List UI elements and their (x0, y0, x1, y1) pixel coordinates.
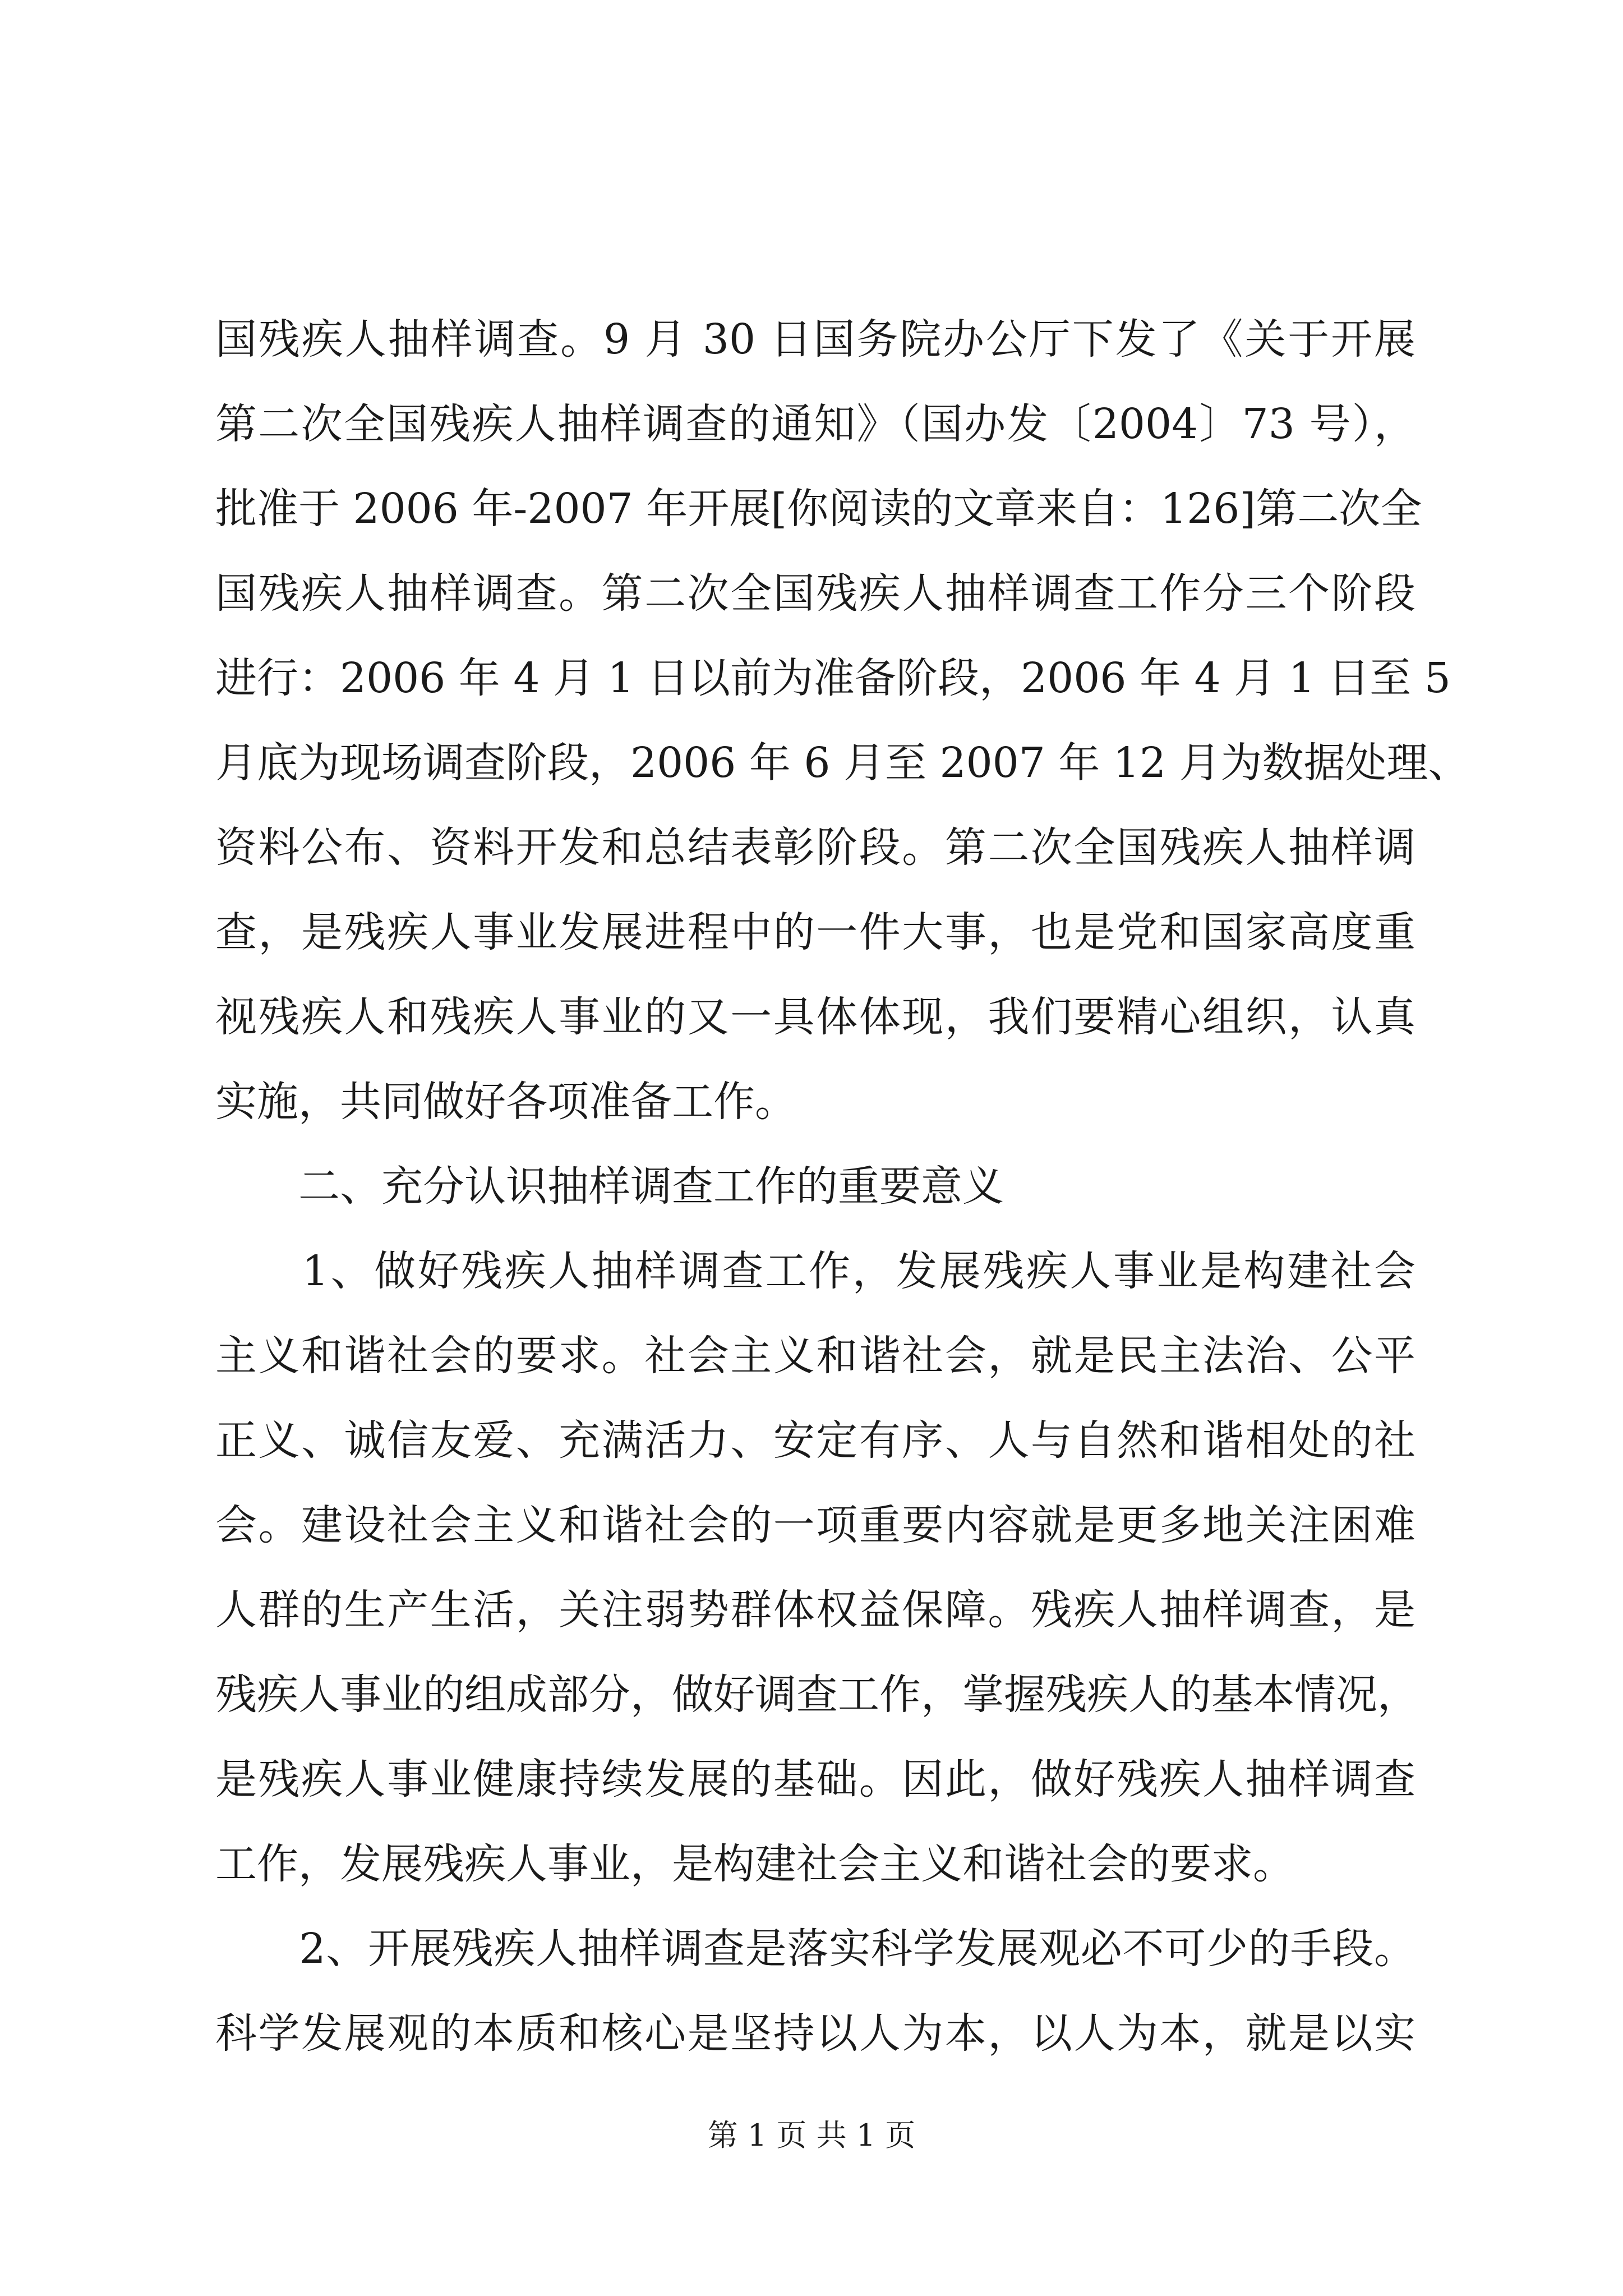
document-body (215, 297, 1470, 2076)
text-line: 实施，共同做好各项准备工作。 (215, 1078, 796, 1126)
page-number: 第 1 页 共 1 页 (707, 2118, 916, 2153)
text-line: 查，是残疾人事业发展进程中的一件大事，也是党和国家高度重 (215, 908, 1415, 956)
text-line: 国残疾人抽样调查。9 月 30 日国务院办公厅下发了《关于开展 (215, 315, 1415, 364)
text-line: 国残疾人抽样调查。第二次全国残疾人抽样调查工作分三个阶段 (215, 569, 1415, 618)
text-line: 会。建设社会主义和谐社会的一项重要内容就是更多地关注困难 (215, 1501, 1415, 1549)
text-line: 进行：2006 年 4 月 1 日以前为准备阶段，2006 年 4 月 1 日至 5 (215, 654, 1451, 702)
text-line: 工作，发展残疾人事业，是构建社会主义和谐社会的要求。 (215, 1840, 1294, 1888)
text-line: 第二次全国残疾人抽样调查的通知》（国办发〔2004〕73 号）， (215, 400, 1415, 448)
text-line: 视残疾人和残疾人事业的又一具体体现，我们要精心组织，认真 (215, 993, 1415, 1041)
text-line: 资料公布、资料开发和总结表彰阶段。第二次全国残疾人抽样调 (215, 823, 1415, 872)
text-line: 正义、诚信友爱、充满活力、安定有序、人与自然和谐相处的社 (215, 1416, 1415, 1465)
page-footer (0, 2116, 1623, 2155)
text-line: 科学发展观的本质和核心是坚持以人为本，以人为本，就是以实 (215, 2009, 1415, 2058)
section-heading: 二、充分认识抽样调查工作的重要意义 (215, 1162, 1004, 1211)
text-line: 残疾人事业的组成部分，做好调查工作，掌握残疾人的基本情况， (215, 1671, 1419, 1719)
text-line: 批准于 2006 年-2007 年开展[你阅读的文章来自：126]第二次全 (215, 485, 1422, 533)
text-line: 人群的生产生活，关注弱势群体权益保障。残疾人抽样调查，是 (215, 1586, 1415, 1634)
text-line: 是残疾人事业健康持续发展的基础。因此，做好残疾人抽样调查 (215, 1755, 1415, 1803)
text-line: 月底为现场调查阶段，2006 年 6 月至 2007 年 12 月为数据处理、 (215, 739, 1470, 787)
text-line: 2、开展残疾人抽样调查是落实科学发展观必不可少的手段。 (215, 1925, 1415, 1973)
text-line: 1、做好残疾人抽样调查工作，发展残疾人事业是构建社会 (215, 1247, 1415, 1295)
text-line: 主义和谐社会的要求。社会主义和谐社会，就是民主法治、公平 (215, 1332, 1415, 1380)
